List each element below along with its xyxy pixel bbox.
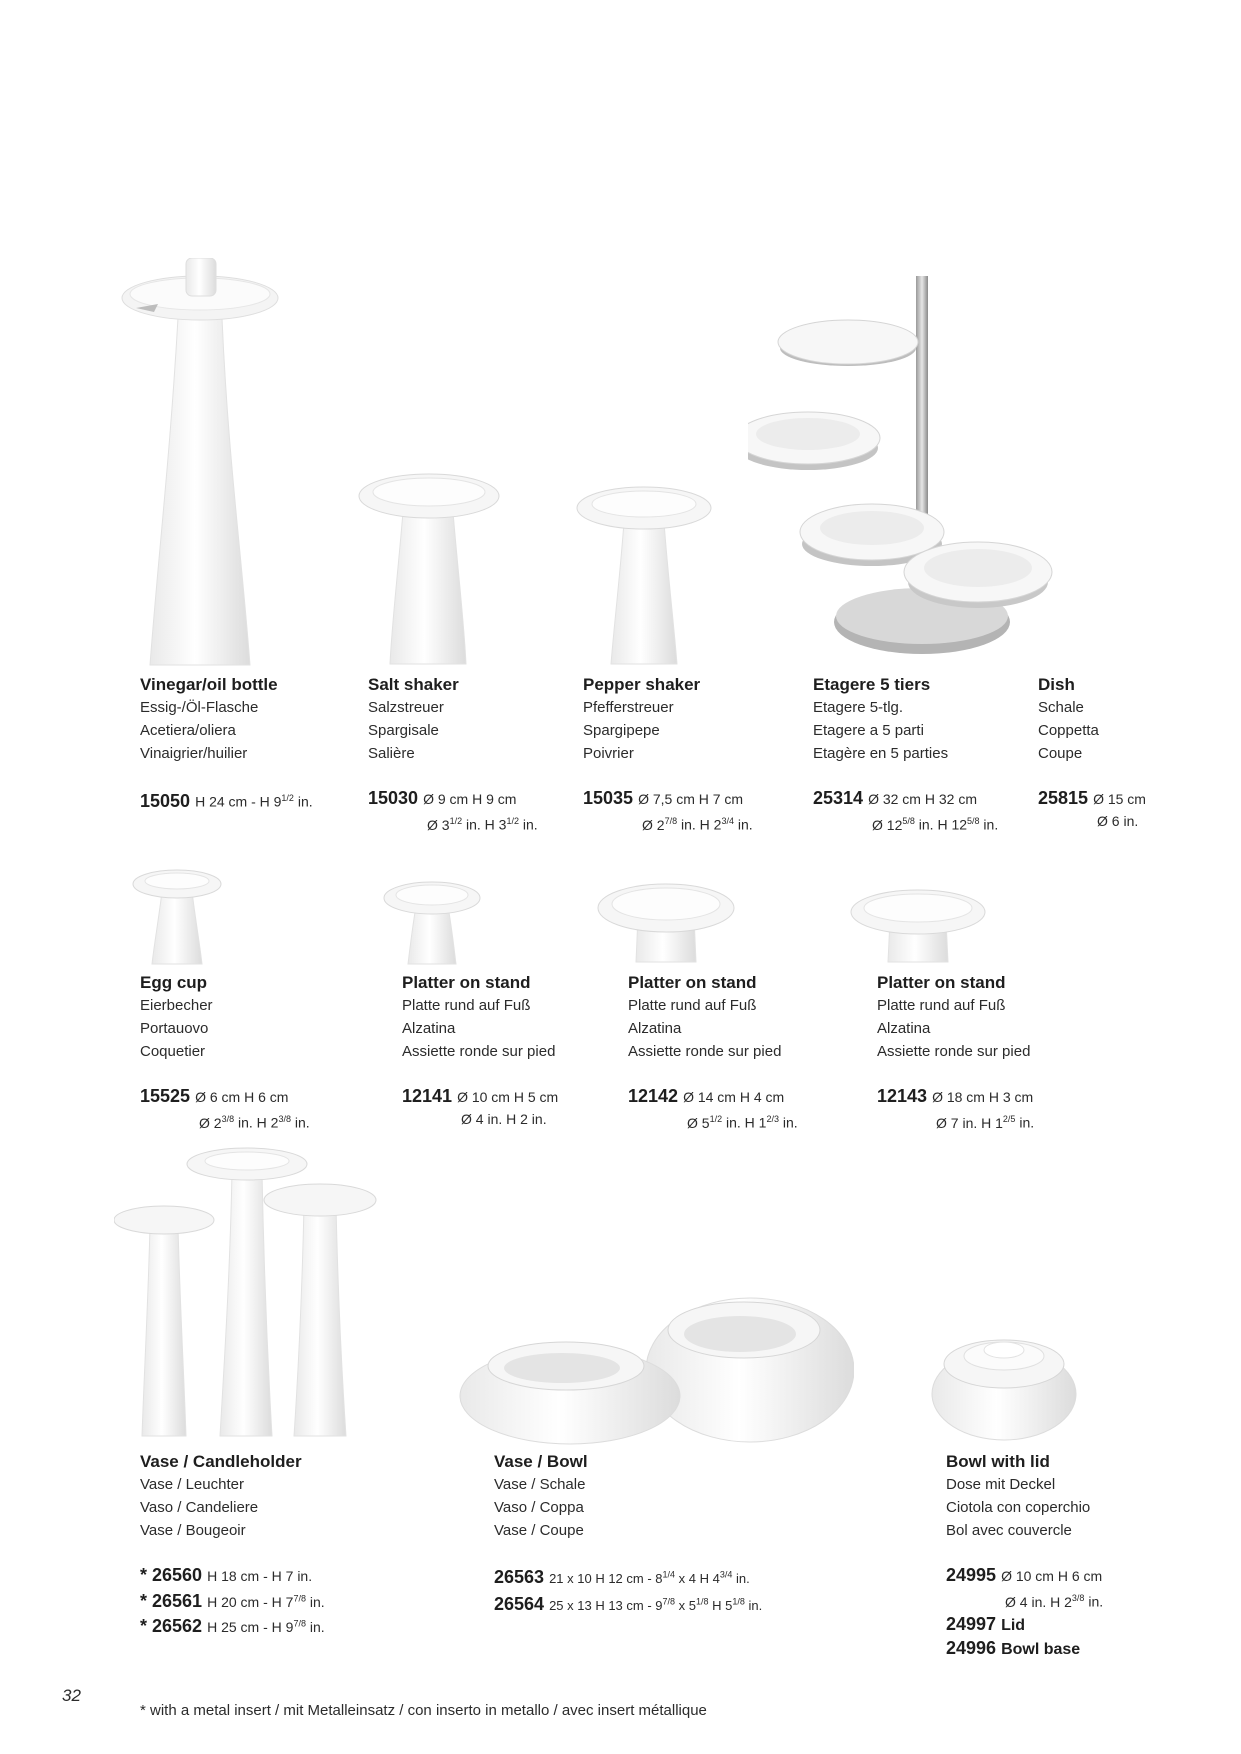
fraction: 2/5 bbox=[1002, 1114, 1016, 1124]
spec-vase-bowl bbox=[494, 1564, 762, 1617]
fraction: 1/2 bbox=[449, 816, 463, 826]
spec-25314 bbox=[813, 787, 998, 836]
dimension-text: in. bbox=[733, 816, 753, 833]
spec-15050 bbox=[140, 787, 313, 813]
dimension-text: in. bbox=[1084, 1593, 1104, 1610]
article-number: 25815 bbox=[1038, 788, 1089, 808]
egg-cup-image bbox=[132, 868, 222, 968]
dimension-text: Ø 2 bbox=[199, 1114, 222, 1131]
fraction: 7/8 bbox=[293, 1618, 306, 1629]
dimension-text: Ø 12 bbox=[872, 816, 903, 833]
fraction: 7/8 bbox=[664, 816, 678, 826]
article-number: 24996 bbox=[946, 1637, 997, 1658]
variant-26562 bbox=[140, 1616, 325, 1637]
spec-12142 bbox=[628, 1085, 798, 1134]
spec-15030 bbox=[368, 787, 538, 836]
dimension-text: Ø 7 in. H 1 bbox=[936, 1114, 1003, 1131]
product-name-it: Ciotola con coperchio bbox=[946, 1499, 1091, 1516]
product-name-it: Portauovo bbox=[140, 1020, 209, 1037]
product-name-de: Vase / Schale bbox=[494, 1476, 586, 1493]
dimension-text: Ø 15 cm bbox=[1093, 791, 1146, 807]
spec-12143 bbox=[877, 1085, 1034, 1134]
spec-25815 bbox=[1038, 787, 1146, 832]
fraction: 1/2 bbox=[506, 816, 519, 826]
article-number: 24997 bbox=[946, 1613, 997, 1634]
vinegar-oil-bottle-image bbox=[118, 258, 288, 670]
platter-12143-image bbox=[850, 888, 986, 966]
article-number: 26563 bbox=[494, 1567, 545, 1588]
product-name-de: Essig-/Öl-Flasche bbox=[140, 699, 259, 716]
part-24997 bbox=[946, 1613, 1026, 1634]
product-platter-12143 bbox=[877, 971, 1030, 1063]
product-salt-shaker bbox=[368, 673, 459, 765]
fraction: 1/2 bbox=[281, 793, 294, 803]
spec-12141 bbox=[402, 1085, 558, 1130]
product-platter-12142 bbox=[628, 971, 781, 1063]
dimension-text: Ø 10 cm H 5 cm bbox=[457, 1089, 559, 1105]
dimension-text: H 25 cm - H 9 bbox=[207, 1619, 294, 1636]
vase-bowl-image bbox=[458, 1268, 854, 1446]
product-name-de: Vase / Leuchter bbox=[140, 1476, 244, 1493]
dimension-text: 25 x 13 H 13 cm - 9 bbox=[549, 1597, 663, 1613]
article-number: 15525 bbox=[140, 1086, 191, 1106]
product-name-it: Spargisale bbox=[368, 722, 439, 739]
dimension-text: in. bbox=[305, 1593, 325, 1610]
product-name-it: Alzatina bbox=[402, 1020, 456, 1037]
product-name-de: Schale bbox=[1038, 699, 1084, 716]
variant-26564 bbox=[494, 1593, 763, 1614]
dimension-text: in. bbox=[732, 1571, 750, 1587]
product-name-fr: Coupe bbox=[1038, 745, 1083, 762]
fraction: 3/4 bbox=[721, 816, 734, 826]
dimension-text: H 24 cm - H 9 bbox=[195, 793, 282, 810]
product-name-de: Platte rund auf Fuß bbox=[877, 997, 1006, 1014]
fraction: 5/8 bbox=[902, 816, 915, 826]
dimension-text: x 4 H 4 bbox=[675, 1571, 720, 1587]
product-title: Egg cup bbox=[140, 973, 208, 992]
dimension-text: in. H 2 bbox=[677, 816, 722, 833]
dimension-text: in. bbox=[979, 816, 999, 833]
dimension-text: Ø 32 cm H 32 cm bbox=[868, 791, 977, 807]
fraction: 3/4 bbox=[719, 1570, 733, 1580]
part-label: Bowl base bbox=[1001, 1640, 1081, 1658]
product-name-fr: Coquetier bbox=[140, 1043, 206, 1060]
product-name-fr: Vinaigrier/huilier bbox=[140, 745, 248, 762]
platter-12141-image bbox=[382, 880, 482, 968]
article-number: 15030 bbox=[368, 788, 419, 808]
spec-24995 bbox=[946, 1564, 1103, 1661]
dimension-text: in. H 1 bbox=[722, 1114, 767, 1131]
dimension-text: in. bbox=[290, 1114, 310, 1131]
dimension-text: Ø 6 in. bbox=[1097, 813, 1139, 829]
product-title: Etagere 5 tiers bbox=[813, 675, 931, 694]
product-name-fr: Vase / Bougeoir bbox=[140, 1522, 246, 1539]
variant-26563 bbox=[494, 1567, 750, 1588]
product-name-fr: Assiette ronde sur pied bbox=[402, 1043, 556, 1060]
dimension-text: Ø 2 bbox=[642, 816, 665, 833]
article-number: 12141 bbox=[402, 1086, 453, 1106]
pepper-shaker-image bbox=[576, 486, 712, 668]
product-name-fr: Bol avec couvercle bbox=[946, 1522, 1072, 1539]
product-name-de: Salzstreuer bbox=[368, 699, 444, 716]
product-name-it: Acetiera/oliera bbox=[140, 722, 236, 739]
article-number: 25314 bbox=[813, 788, 864, 808]
dimension-text: x 5 bbox=[675, 1597, 696, 1613]
article-number: 26564 bbox=[494, 1593, 545, 1614]
product-name-fr: Salière bbox=[368, 745, 415, 762]
product-vase-bowl bbox=[494, 1450, 588, 1542]
product-title: Platter on stand bbox=[628, 973, 757, 992]
product-name-it: Alzatina bbox=[628, 1020, 682, 1037]
article-number: 26562 bbox=[152, 1616, 203, 1637]
platter-12142-image bbox=[596, 880, 736, 966]
product-name-it: Coppetta bbox=[1038, 722, 1099, 739]
article-number: 24995 bbox=[946, 1565, 997, 1585]
product-name-it: Etagere a 5 parti bbox=[813, 722, 924, 739]
metal-insert-marker: * bbox=[140, 1590, 148, 1611]
product-name-it: Vaso / Coppa bbox=[494, 1499, 584, 1516]
dimension-text: Ø 10 cm H 6 cm bbox=[1001, 1568, 1103, 1584]
product-name-de: Etagere 5-tlg. bbox=[813, 699, 904, 716]
product-title: Bowl with lid bbox=[946, 1452, 1050, 1471]
fraction: 7/8 bbox=[662, 1596, 676, 1607]
spec-15525 bbox=[140, 1085, 310, 1134]
product-name-de: Platte rund auf Fuß bbox=[402, 997, 531, 1014]
dimension-text: in. bbox=[293, 793, 313, 810]
dimension-text: in. bbox=[1015, 1114, 1035, 1131]
product-platter-12141 bbox=[402, 971, 555, 1063]
dimension-text: Ø 4 in. H 2 bbox=[1005, 1593, 1072, 1610]
dimension-text: Ø 6 cm H 6 cm bbox=[195, 1089, 289, 1105]
etagere-5-tiers-image bbox=[748, 276, 1070, 660]
fraction: 1/4 bbox=[662, 1570, 676, 1580]
article-number: 12142 bbox=[628, 1086, 679, 1106]
fraction: 1/2 bbox=[709, 1114, 723, 1124]
spec-vase-candleholder bbox=[140, 1564, 325, 1638]
dimension-text: in. H 2 bbox=[234, 1114, 279, 1131]
article-number: 26561 bbox=[152, 1590, 203, 1611]
dimension-text: Ø 18 cm H 3 cm bbox=[932, 1089, 1034, 1105]
product-egg-cup bbox=[140, 971, 213, 1063]
dimension-text: in. bbox=[744, 1597, 763, 1613]
fraction: 3/8 bbox=[221, 1114, 235, 1124]
dimension-text: 21 x 10 H 12 cm - 8 bbox=[549, 1571, 663, 1587]
fraction: 1/8 bbox=[696, 1596, 709, 1607]
metal-insert-marker: * bbox=[140, 1565, 148, 1585]
part-24996 bbox=[946, 1637, 1081, 1658]
product-name-fr: Vase / Coupe bbox=[494, 1522, 584, 1539]
product-name-fr: Assiette ronde sur pied bbox=[877, 1043, 1031, 1060]
part-label: Lid bbox=[1001, 1616, 1026, 1634]
product-bowl-with-lid bbox=[946, 1450, 1090, 1542]
dimension-text: Ø 14 cm H 4 cm bbox=[683, 1089, 785, 1105]
vase-candleholder-image bbox=[114, 1146, 398, 1440]
product-name-it: Vaso / Candeliere bbox=[140, 1499, 259, 1516]
product-vase-candleholder bbox=[140, 1450, 302, 1542]
dimension-text: in. bbox=[518, 816, 538, 833]
product-dish bbox=[1038, 673, 1099, 765]
product-title: Dish bbox=[1038, 675, 1075, 694]
bowl-with-lid-image bbox=[930, 1328, 1078, 1442]
dimension-text: in. H 3 bbox=[462, 816, 507, 833]
article-number: 26560 bbox=[152, 1565, 203, 1585]
dimension-text: in. bbox=[305, 1619, 325, 1636]
dimension-text: H 18 cm - H 7 in. bbox=[207, 1568, 313, 1584]
spec-15035 bbox=[583, 787, 753, 836]
variant-26560 bbox=[140, 1565, 313, 1585]
product-name-de: Pfefferstreuer bbox=[583, 699, 674, 716]
product-name-it: Alzatina bbox=[877, 1020, 931, 1037]
fraction: 1/8 bbox=[732, 1596, 745, 1607]
article-number: 15035 bbox=[583, 788, 634, 808]
product-title: Vase / Candleholder bbox=[140, 1452, 302, 1471]
fraction: 3/8 bbox=[1071, 1593, 1085, 1603]
article-number: 15050 bbox=[140, 790, 191, 811]
variant-26561 bbox=[140, 1590, 325, 1611]
product-name-de: Eierbecher bbox=[140, 997, 213, 1014]
dimension-text: in. H 12 bbox=[914, 816, 968, 833]
footnote: * with a metal insert / mit Metalleinsatz / con inserto in metallo / avec insert métallique bbox=[140, 1702, 707, 1719]
page-number: 32 bbox=[62, 1686, 81, 1705]
product-etagere bbox=[813, 673, 948, 765]
fraction: 3/8 bbox=[278, 1114, 291, 1124]
dimension-text: Ø 4 in. H 2 in. bbox=[461, 1111, 547, 1127]
dimension-text: H 5 bbox=[708, 1597, 733, 1613]
product-pepper-shaker bbox=[583, 673, 700, 765]
product-title: Vinegar/oil bottle bbox=[140, 675, 278, 694]
product-title: Platter on stand bbox=[877, 973, 1006, 992]
metal-insert-marker: * bbox=[140, 1616, 148, 1637]
fraction: 5/8 bbox=[967, 816, 980, 826]
product-title: Vase / Bowl bbox=[494, 1452, 588, 1471]
product-title: Pepper shaker bbox=[583, 675, 701, 694]
product-name-it: Spargipepe bbox=[583, 722, 660, 739]
product-name-de: Dose mit Deckel bbox=[946, 1476, 1056, 1493]
product-title: Platter on stand bbox=[402, 973, 531, 992]
article-number: 12143 bbox=[877, 1086, 928, 1106]
product-vinegar-oil-bottle bbox=[140, 673, 278, 765]
dimension-text: Ø 5 bbox=[687, 1114, 710, 1131]
product-name-fr: Etagère en 5 parties bbox=[813, 745, 949, 762]
product-name-fr: Poivrier bbox=[583, 745, 634, 762]
product-name-de: Platte rund auf Fuß bbox=[628, 997, 757, 1014]
dimension-text: H 20 cm - H 7 bbox=[207, 1593, 294, 1610]
product-title: Salt shaker bbox=[368, 675, 459, 694]
dimension-text: in. bbox=[778, 1114, 798, 1131]
dimension-text: Ø 7,5 cm H 7 cm bbox=[638, 791, 744, 807]
product-name-fr: Assiette ronde sur pied bbox=[628, 1043, 782, 1060]
fraction: 7/8 bbox=[293, 1593, 306, 1603]
dimension-text: Ø 3 bbox=[427, 816, 450, 833]
dimension-text: Ø 9 cm H 9 cm bbox=[423, 791, 517, 807]
salt-shaker-image bbox=[358, 472, 500, 668]
fraction: 2/3 bbox=[766, 1114, 779, 1124]
